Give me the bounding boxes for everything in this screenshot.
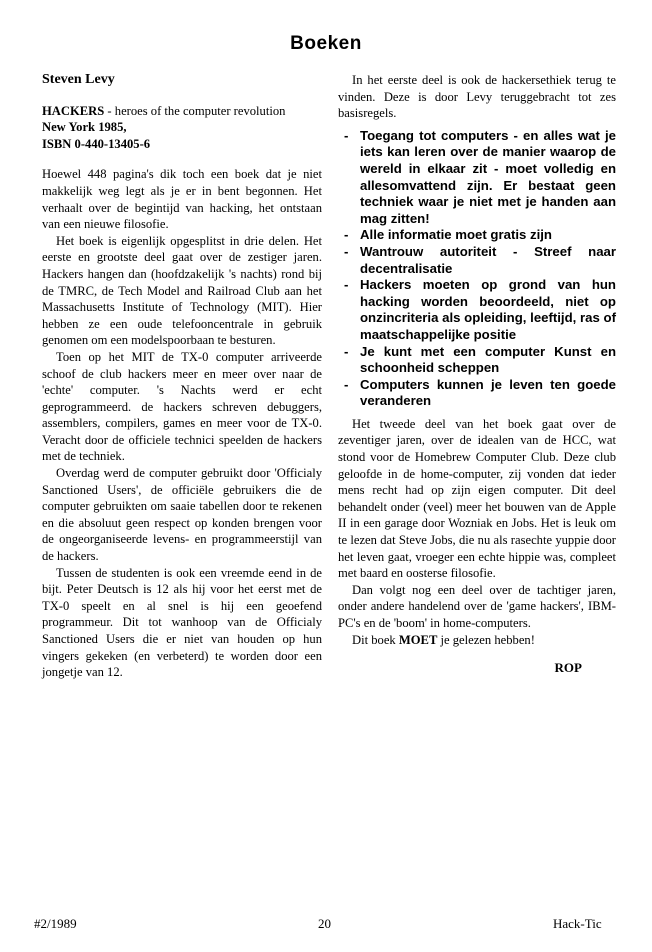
book-title: HACKERS (42, 103, 105, 118)
author-signature: ROP (554, 660, 582, 676)
list-item (338, 277, 616, 343)
list-item (338, 128, 616, 228)
ethic-rule: Computers kunnen je leven ten goede veranderen (360, 376, 616, 409)
footer-magazine-name: Hack-Tic (553, 916, 602, 931)
closing-post: je gelezen hebben! (437, 632, 535, 647)
footer-page-number: 20 (318, 916, 331, 931)
closing-emphasis: MOET (398, 632, 438, 647)
left-column (42, 72, 322, 681)
body-paragraph: Het tweede deel van het boek gaat over de zeventiger jaren, over de idealen van de HCC, wat stond voor de Homebrew Computer Club. Deze club geloofde in de home-computer, zij vonden dat ieder mens recht had op zijn eigen computer. Dit deel behandelt onder (veel) meer het bouwen van de Apple II in een garage door Wozniak en Jobs. Het is leuk om te lezen dat Steve Jobs, die nu als rasechte yuppie door het leven gaat, vroeger een echte hippie was, compleet met baard en oosterse filosofie. (338, 416, 616, 581)
book-title-line (42, 103, 322, 120)
list-item (338, 344, 616, 377)
book-author: Steven Levy (42, 72, 115, 87)
ethics-intro: In het eerste deel is ook de hackersethiek terug te vinden. Deze is door Levy teruggebracht tot zes basisregels. (338, 73, 616, 121)
right-column (338, 72, 616, 677)
bullet-dash: - (344, 277, 349, 293)
bullet-dash: - (344, 343, 349, 359)
closing-pre: Dit boek (352, 632, 399, 647)
body-paragraph: Dan volgt nog een deel over de tachtiger jaren, onder andere handelend over de 'game hackers', IBM-PC's en de 'boom' in home-computers. (338, 582, 616, 630)
body-paragraph: Overdag werd de computer gebruikt door 'Officialy Sanctioned Users', de officiële gebruikers die de computer gebruikten om saaie tabellen door te rekenen en die absoluut geen respect op konden brengen voor de ongeorganiseerde levens- en programmeerstijl van de hackers. (42, 466, 322, 564)
body-paragraph: Het boek is eigenlijk opgesplitst in drie delen. Het eerste en grootste deel gaat over de zestiger jaren. Hackers hangen dan (hoofdzakelijk 's nachts) rond bij de TMRC, de Tech Model and Railroad Club aan het Massachusetts Institute of Technology (MIT). Hier hebben ze een oude telefooncentrale in gebruik genomen om een modelspoorbaan te besturen. (42, 233, 322, 348)
ethic-rule: Je kunt met een computer Kunst en schoonheid scheppen (360, 343, 616, 376)
bullet-dash: - (344, 227, 349, 243)
closing-line (338, 632, 616, 649)
hacker-ethics-list (338, 128, 616, 410)
list-item (338, 377, 616, 410)
bullet-dash: - (344, 376, 349, 392)
bullet-dash: - (344, 127, 349, 143)
list-item (338, 244, 616, 277)
ethic-rule: Hackers moeten op grond van hun hacking worden beoordeeld, niet op onzincriteria als opleiding, leeftijd, ras of maatschappelijke positie (360, 277, 616, 342)
page-title: Boeken (290, 33, 362, 54)
body-paragraph: Toen op het MIT de TX-0 computer arriveerde schoof de club hackers meer en meer over naar de 'echte' computer. 's Nachts werd er echt geprogrammeerd. de hackers schreven debuggers, assemblers, compilers, games en meer voor de TX-0. Veracht door de officiele technici speelden de hackers met de techniek. (42, 349, 322, 464)
body-paragraph: Hoewel 448 pagina's dik toch een boek dat je niet makkelijk weg legt als je er in bent begonnen. Het verhaalt over de begintijd van hacking, het ontstaan van een nieuwe filosofie. (42, 167, 322, 232)
ethic-rule: Alle informatie moet gratis zijn (360, 227, 552, 243)
ethic-rule: Toegang tot computers - en alles wat je iets kan leren over de manier waarop de wereld in elkaar zit - moet volledig en allesomvattend zijn. Er bestaat geen techniek waar je niet met je handen aan mag zitten! (360, 127, 616, 226)
book-subtitle: - heroes of the computer revolution (104, 103, 286, 118)
footer-issue: #2/1989 (34, 916, 77, 931)
bullet-dash: - (344, 243, 349, 259)
body-paragraph: Tussen de studenten is ook een vreemde eend in de bijt. Peter Deutsch is 12 als hij voor het eerst met de TX-0 speelt en al snel is hij een geoefend programmeur. Dit tot wanhoop van de Officialy Sanctioned Users die er niet van houden op hun vingers gekeken (en verbeterd) te worden door een jongetje van 12. (42, 565, 322, 680)
publication-place-year: New York 1985, (42, 120, 127, 135)
ethic-rule: Wantrouw autoriteit - Streef naar decentralisatie (360, 243, 616, 276)
isbn: ISBN 0-440-13405-6 (42, 136, 151, 151)
list-item (338, 227, 616, 244)
